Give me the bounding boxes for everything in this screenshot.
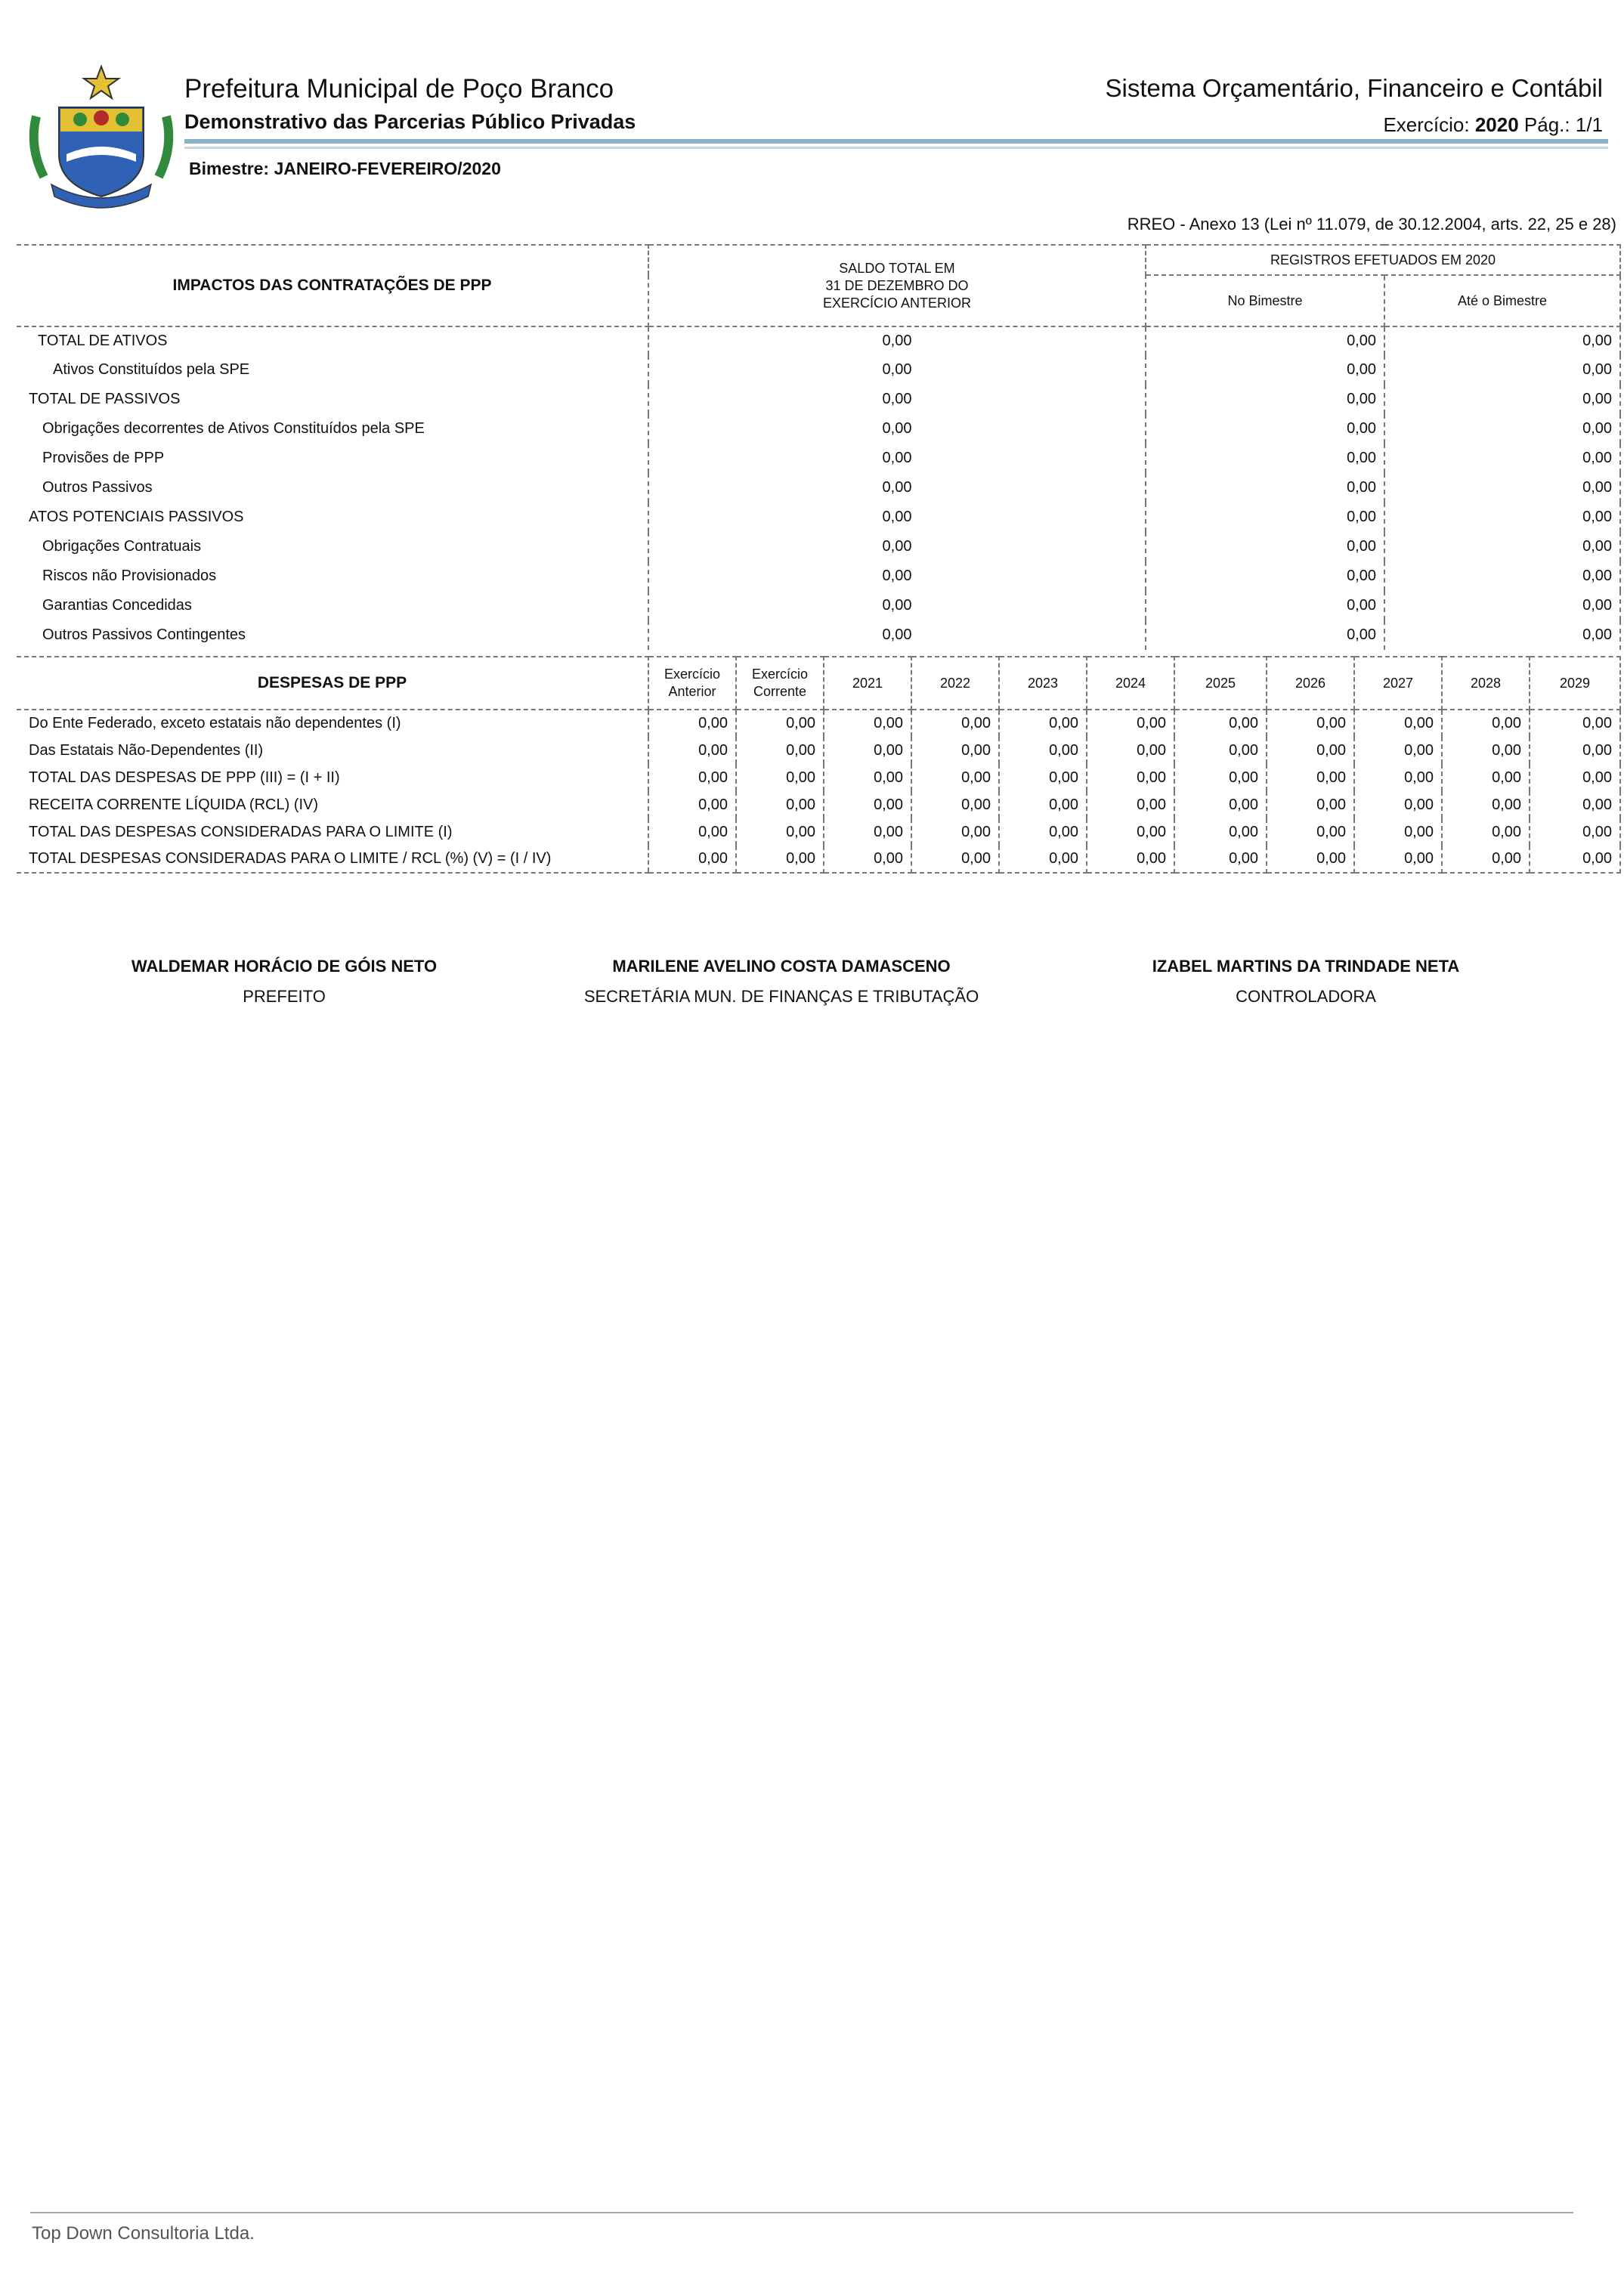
expense-value: 0,00	[824, 737, 911, 764]
saldo-col-header: SALDO TOTAL EM 31 DE DEZEMBRO DO EXERCÍCIO ANTERIOR	[648, 245, 1146, 326]
expense-value: 0,00	[999, 846, 1087, 873]
table-row	[17, 532, 1620, 561]
row-label: TOTAL DESPESAS CONSIDERADAS PARA O LIMITE / RCL (%) (V) = (I / IV)	[17, 846, 648, 873]
expense-value: 0,00	[999, 791, 1087, 818]
no-bimestre-value: 0,00	[1146, 503, 1384, 532]
expense-value: 0,00	[1354, 764, 1442, 791]
despesas-table	[17, 656, 1621, 874]
row-label: Garantias Concedidas	[42, 597, 192, 614]
ate-bimestre-value: 0,00	[1384, 620, 1620, 650]
ate-bimestre-value: 0,00	[1384, 503, 1620, 532]
exercise-info	[1383, 113, 1603, 137]
col-year: 2028	[1442, 657, 1530, 710]
ate-bimestre-value: 0,00	[1384, 473, 1620, 503]
table-row	[17, 414, 1620, 444]
impacts-table	[17, 244, 1621, 650]
expense-value: 0,00	[1530, 818, 1620, 846]
expense-value: 0,00	[1354, 710, 1442, 737]
exercise-year: 2020	[1474, 113, 1519, 136]
saldo-value: 0,00	[648, 444, 1146, 473]
row-label: ATOS POTENCIAIS PASSIVOS	[29, 509, 244, 525]
col-year: 2023	[999, 657, 1087, 710]
expense-value: 0,00	[1174, 791, 1267, 818]
expense-value: 0,00	[1530, 764, 1620, 791]
expense-value: 0,00	[736, 764, 824, 791]
ate-bimestre-header: Até o Bimestre	[1384, 275, 1620, 326]
expense-value: 0,00	[911, 710, 999, 737]
saldo-value: 0,00	[648, 385, 1146, 414]
report-title: Demonstrativo das Parcerias Público Privadas	[184, 110, 636, 133]
table-row	[17, 355, 1620, 385]
expense-value: 0,00	[1267, 818, 1354, 846]
expense-value: 0,00	[1442, 791, 1530, 818]
expense-value: 0,00	[824, 791, 911, 818]
no-bimestre-value: 0,00	[1146, 355, 1384, 385]
registros-col-header: REGISTROS EFETUADOS EM 2020	[1146, 245, 1620, 275]
expense-value: 0,00	[824, 764, 911, 791]
signature-block	[1072, 957, 1540, 1007]
table-row	[17, 791, 1620, 818]
row-label: Outros Passivos Contingentes	[42, 626, 246, 643]
row-label: Do Ente Federado, exceto estatais não dependentes (I)	[29, 715, 401, 731]
saldo-value: 0,00	[648, 532, 1146, 561]
col-year: 2024	[1087, 657, 1174, 710]
col-year: 2025	[1174, 657, 1267, 710]
period-label: Bimestre: JANEIRO-FEVEREIRO/2020	[189, 159, 501, 178]
expense-value: 0,00	[824, 818, 911, 846]
table-row	[17, 561, 1620, 591]
expense-value: 0,00	[911, 791, 999, 818]
ate-bimestre-value: 0,00	[1384, 326, 1620, 355]
header-divider	[184, 139, 1608, 144]
legal-reference: RREO - Anexo 13 (Lei nº 11.079, de 30.12.2004, arts. 22, 25 e 28)	[1127, 215, 1616, 234]
impacts-col-header: IMPACTOS DAS CONTRATAÇÕES DE PPP	[17, 245, 648, 326]
no-bimestre-value: 0,00	[1146, 561, 1384, 591]
row-label: RECEITA CORRENTE LÍQUIDA (RCL) (IV)	[29, 796, 319, 813]
row-label: Provisões de PPP	[42, 450, 165, 466]
expense-value: 0,00	[999, 764, 1087, 791]
expense-value: 0,00	[1442, 846, 1530, 873]
system-title: Sistema Orçamentário, Financeiro e Contábil	[1105, 74, 1603, 102]
expense-value: 0,00	[911, 818, 999, 846]
table-row	[17, 385, 1620, 414]
expense-value: 0,00	[1174, 710, 1267, 737]
signature-role: CONTROLADORA	[1236, 987, 1376, 1006]
table-row	[17, 444, 1620, 473]
expense-value: 0,00	[999, 818, 1087, 846]
expense-value: 0,00	[1174, 818, 1267, 846]
expense-value: 0,00	[648, 710, 736, 737]
expense-value: 0,00	[1442, 764, 1530, 791]
signature-name: MARILENE AVELINO COSTA DAMASCENO	[612, 957, 951, 976]
no-bimestre-value: 0,00	[1146, 591, 1384, 620]
row-label: TOTAL DAS DESPESAS CONSIDERADAS PARA O LIMITE (I)	[29, 823, 453, 840]
exercise-label: Exercício:	[1383, 113, 1470, 136]
saldo-value: 0,00	[648, 503, 1146, 532]
municipal-crest-logo	[21, 63, 181, 210]
expense-value: 0,00	[736, 846, 824, 873]
table-row	[17, 846, 1620, 873]
expense-value: 0,00	[1087, 764, 1174, 791]
col-year: 2029	[1530, 657, 1620, 710]
col-year: 2022	[911, 657, 999, 710]
expense-value: 0,00	[648, 846, 736, 873]
ate-bimestre-value: 0,00	[1384, 385, 1620, 414]
row-label: Outros Passivos	[42, 479, 153, 496]
expense-value: 0,00	[1174, 764, 1267, 791]
expense-value: 0,00	[1087, 791, 1174, 818]
expense-value: 0,00	[1267, 710, 1354, 737]
table-row	[17, 473, 1620, 503]
no-bimestre-value: 0,00	[1146, 620, 1384, 650]
row-label: Riscos não Provisionados	[42, 568, 217, 584]
table-row	[17, 710, 1620, 737]
table-row	[17, 326, 1620, 355]
expense-value: 0,00	[1087, 710, 1174, 737]
expense-value: 0,00	[648, 764, 736, 791]
col-year: 2027	[1354, 657, 1442, 710]
expense-value: 0,00	[1442, 710, 1530, 737]
expense-value: 0,00	[1354, 791, 1442, 818]
expense-value: 0,00	[1174, 737, 1267, 764]
no-bimestre-value: 0,00	[1146, 385, 1384, 414]
expense-value: 0,00	[1267, 737, 1354, 764]
saldo-value: 0,00	[648, 561, 1146, 591]
table-row	[17, 503, 1620, 532]
row-label: TOTAL DAS DESPESAS DE PPP (III) = (I + II)	[29, 769, 340, 786]
expense-value: 0,00	[1267, 846, 1354, 873]
expense-value: 0,00	[911, 846, 999, 873]
ate-bimestre-value: 0,00	[1384, 591, 1620, 620]
table-row	[17, 764, 1620, 791]
no-bimestre-value: 0,00	[1146, 444, 1384, 473]
expense-value: 0,00	[736, 818, 824, 846]
expense-value: 0,00	[1530, 846, 1620, 873]
signature-block	[50, 957, 518, 1007]
page-label: Pág.: 1/1	[1523, 113, 1603, 136]
header-divider-thin	[184, 147, 1608, 149]
saldo-value: 0,00	[648, 414, 1146, 444]
signature-block	[547, 957, 1016, 1007]
expense-value: 0,00	[1267, 791, 1354, 818]
col-year: 2026	[1267, 657, 1354, 710]
no-bimestre-value: 0,00	[1146, 532, 1384, 561]
table-row	[17, 620, 1620, 650]
expense-value: 0,00	[1354, 737, 1442, 764]
expense-value: 0,00	[1530, 791, 1620, 818]
ate-bimestre-value: 0,00	[1384, 561, 1620, 591]
expense-value: 0,00	[736, 710, 824, 737]
no-bimestre-value: 0,00	[1146, 326, 1384, 355]
ate-bimestre-value: 0,00	[1384, 532, 1620, 561]
row-label: TOTAL DE ATIVOS	[38, 332, 168, 349]
expense-value: 0,00	[1442, 818, 1530, 846]
table-row	[17, 818, 1620, 846]
saldo-value: 0,00	[648, 591, 1146, 620]
expense-value: 0,00	[999, 737, 1087, 764]
row-label: Ativos Constituídos pela SPE	[53, 361, 250, 378]
expense-value: 0,00	[1354, 846, 1442, 873]
no-bimestre-value: 0,00	[1146, 414, 1384, 444]
col-year: 2021	[824, 657, 911, 710]
table-row	[17, 591, 1620, 620]
saldo-value: 0,00	[648, 355, 1146, 385]
signature-name: WALDEMAR HORÁCIO DE GÓIS NETO	[131, 957, 438, 976]
signature-role: SECRETÁRIA MUN. DE FINANÇAS E TRIBUTAÇÃO	[583, 987, 979, 1006]
col-exercicio-anterior: Exercício Anterior	[648, 657, 736, 710]
despesas-col-header: DESPESAS DE PPP	[17, 657, 648, 710]
expense-value: 0,00	[1267, 764, 1354, 791]
col-exercicio-corrente: Exercício Corrente	[736, 657, 824, 710]
expense-value: 0,00	[1354, 818, 1442, 846]
ate-bimestre-value: 0,00	[1384, 355, 1620, 385]
expense-value: 0,00	[648, 818, 736, 846]
row-label: TOTAL DE PASSIVOS	[29, 391, 181, 407]
expense-value: 0,00	[736, 737, 824, 764]
saldo-value: 0,00	[648, 326, 1146, 355]
expense-value: 0,00	[1530, 710, 1620, 737]
expense-value: 0,00	[1442, 737, 1530, 764]
footer-company: Top Down Consultoria Ltda.	[32, 2223, 255, 2244]
expense-value: 0,00	[824, 710, 911, 737]
row-label: Obrigações decorrentes de Ativos Constituídos pela SPE	[42, 420, 425, 437]
signature-name: IZABEL MARTINS DA TRINDADE NETA	[1152, 957, 1460, 976]
row-label: Obrigações Contratuais	[42, 538, 202, 555]
expense-value: 0,00	[736, 791, 824, 818]
signature-role: PREFEITO	[243, 987, 326, 1006]
no-bimestre-value: 0,00	[1146, 473, 1384, 503]
no-bimestre-header: No Bimestre	[1146, 275, 1384, 326]
row-label: Das Estatais Não-Dependentes (II)	[29, 741, 264, 759]
expense-value: 0,00	[999, 710, 1087, 737]
expense-value: 0,00	[1087, 737, 1174, 764]
expense-value: 0,00	[824, 846, 911, 873]
saldo-value: 0,00	[648, 620, 1146, 650]
expense-value: 0,00	[648, 737, 736, 764]
expense-value: 0,00	[1087, 818, 1174, 846]
table-row	[17, 737, 1620, 764]
ate-bimestre-value: 0,00	[1384, 444, 1620, 473]
saldo-value: 0,00	[648, 473, 1146, 503]
org-title: Prefeitura Municipal de Poço Branco	[184, 74, 614, 104]
footer-divider	[30, 2212, 1573, 2213]
expense-value: 0,00	[1174, 846, 1267, 873]
expense-value: 0,00	[648, 791, 736, 818]
expense-value: 0,00	[911, 737, 999, 764]
expense-value: 0,00	[911, 764, 999, 791]
ate-bimestre-value: 0,00	[1384, 414, 1620, 444]
expense-value: 0,00	[1087, 846, 1174, 873]
expense-value: 0,00	[1530, 737, 1620, 764]
